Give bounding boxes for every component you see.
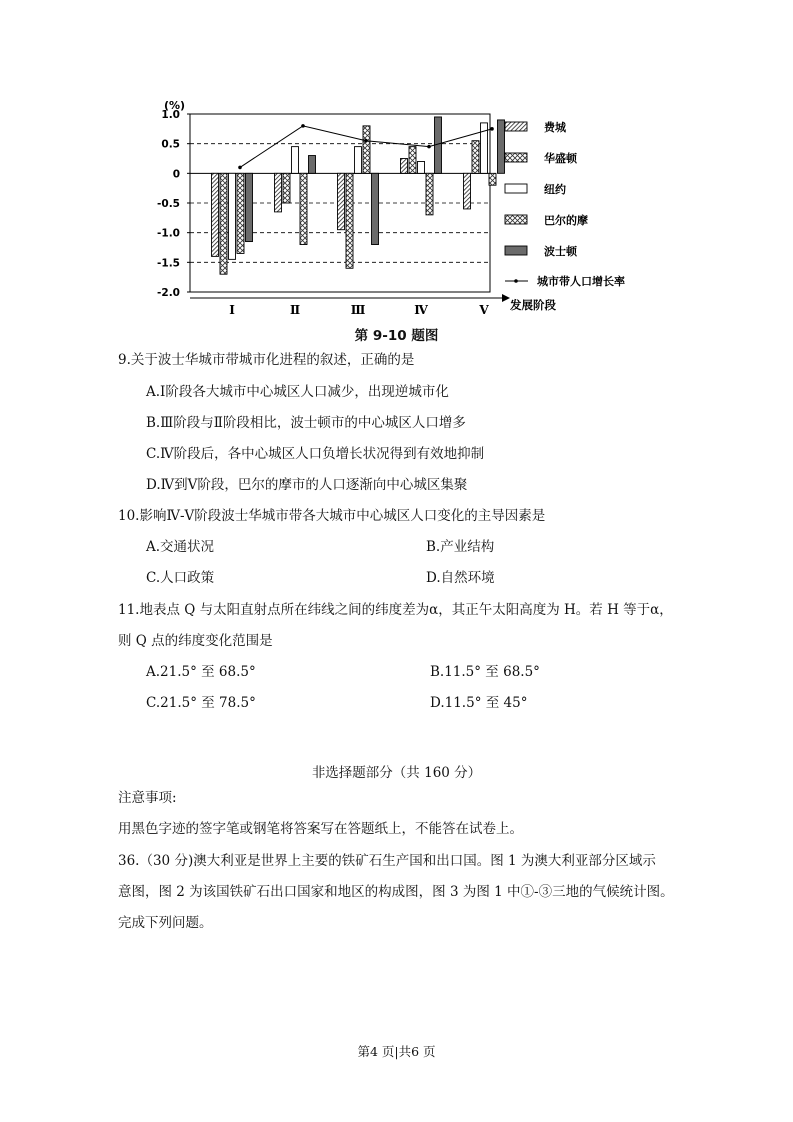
population-chart <box>150 88 660 320</box>
q11-stem-line2: 则 Q 点的纬度变化范围是 <box>118 633 273 649</box>
legend-swatch <box>505 215 527 224</box>
bar-巴尔的摩-Ⅴ <box>489 173 496 185</box>
q36-line1: 36.（30 分)澳大利亚是世界上主要的铁矿石生产国和出口国。图 1 为澳大利亚部分区域示 <box>118 853 656 869</box>
legend-swatch <box>505 184 527 193</box>
bar-波士顿-Ⅰ <box>246 173 253 241</box>
y-tick-label: -1.0 <box>157 227 180 240</box>
q11-stem-line1: 11.地表点 Q 与太阳直射点所在纬线之间的纬度差为α，其正午太阳高度为 H。若 H 等于α， <box>118 602 673 618</box>
notice-text: 用黑色字迹的签字笔或钢笔将答案写在答题纸上，不能答在试卷上。 <box>118 821 523 837</box>
y-unit-label: (%) <box>164 99 186 112</box>
legend-label: 波士顿 <box>544 245 577 258</box>
bar-费城-Ⅴ <box>464 173 471 209</box>
bar-费城-Ⅳ <box>401 159 408 174</box>
legend-label: 华盛顿 <box>544 152 577 165</box>
legend-label: 城市带人口增长率 <box>537 275 625 288</box>
bar-纽约-Ⅰ <box>229 173 236 259</box>
bar-华盛顿-Ⅲ <box>346 173 353 268</box>
x-tick-label: Ⅱ <box>289 303 301 317</box>
x-tick-label: Ⅲ <box>350 303 366 317</box>
q10-option-d: D.自然环境 <box>426 570 495 586</box>
bar-纽约-Ⅲ <box>355 147 362 174</box>
bar-华盛顿-Ⅴ <box>472 141 479 174</box>
bar-巴尔的摩-Ⅲ <box>363 126 370 173</box>
x-axis-arrow <box>502 294 510 302</box>
q11-option-d: D.11.5° 至 45° <box>430 695 528 711</box>
q9-stem: 9.关于波士华城市带城市化进程的叙述，正确的是 <box>118 352 415 368</box>
bar-巴尔的摩-Ⅱ <box>300 173 307 244</box>
section-title: 非选择题部分（共 160 分） <box>311 765 482 781</box>
q10-option-b: B.产业结构 <box>426 539 495 555</box>
bar-波士顿-Ⅲ <box>372 173 379 244</box>
bar-巴尔的摩-Ⅰ <box>237 173 244 253</box>
bar-费城-Ⅰ <box>212 173 219 256</box>
growth-rate-point-Ⅰ <box>238 166 242 170</box>
notice-title: 注意事项: <box>118 790 177 806</box>
q11-option-c: C.21.5° 至 78.5° <box>146 695 256 711</box>
chart-caption: 第 9-10 题图 <box>354 328 439 344</box>
bar-波士顿-Ⅱ <box>309 156 316 174</box>
q10-option-c: C.人口政策 <box>146 570 215 586</box>
y-tick-label: 1.0 <box>161 109 180 121</box>
y-tick-label: 0 <box>172 168 180 181</box>
q9-option-c: C.Ⅳ阶段后，各中心城区人口负增长状况得到有效地抑制 <box>146 446 485 462</box>
q10-stem: 10.影响Ⅳ-Ⅴ阶段波士华城市带各大城市中心城区人口变化的主导因素是 <box>118 508 546 524</box>
q9-option-b: B.Ⅲ阶段与Ⅱ阶段相比，波士顿市的中心城区人口增多 <box>146 415 466 431</box>
bar-费城-Ⅱ <box>275 173 282 212</box>
legend-label: 纽约 <box>544 183 566 196</box>
legend-swatch <box>505 122 527 131</box>
growth-rate-point-Ⅲ <box>364 139 368 143</box>
x-tick-label: Ⅰ <box>229 303 235 317</box>
q36-line2: 意图，图 2 为该国铁矿石出口国家和地区的构成图，图 3 为图 1 中①-③三地的气候统计图。 <box>118 884 674 900</box>
y-tick-label: -1.5 <box>157 257 180 270</box>
legend-label: 费城 <box>544 121 566 134</box>
bar-纽约-Ⅱ <box>292 147 299 174</box>
x-tick-label: Ⅴ <box>479 303 489 317</box>
legend-swatch <box>505 153 527 162</box>
growth-rate-point-Ⅱ <box>301 124 305 128</box>
bar-华盛顿-Ⅳ <box>409 147 416 174</box>
bar-费城-Ⅲ <box>338 173 345 229</box>
q11-option-a: A.21.5° 至 68.5° <box>146 664 256 680</box>
growth-rate-point-Ⅴ <box>490 127 494 131</box>
legend-label: 巴尔的摩 <box>544 214 588 227</box>
growth-rate-point-Ⅳ <box>427 145 431 149</box>
x-axis-title: 发展阶段 <box>510 298 556 312</box>
q9-option-a: A.Ⅰ阶段各大城市中心城区人口减少，出现逆城市化 <box>146 384 449 400</box>
legend-swatch <box>505 246 527 255</box>
bar-巴尔的摩-Ⅳ <box>426 173 433 215</box>
x-tick-label: Ⅳ <box>414 303 428 317</box>
y-tick-label: -2.0 <box>157 287 180 299</box>
y-tick-label: -0.5 <box>157 198 180 210</box>
bar-华盛顿-Ⅱ <box>283 173 290 203</box>
q9-option-d: D.Ⅳ到Ⅴ阶段，巴尔的摩市的人口逐渐向中心城区集聚 <box>146 477 468 493</box>
legend-line-dot <box>514 279 518 283</box>
q11-option-b: B.11.5° 至 68.5° <box>430 664 540 680</box>
bar-波士顿-Ⅴ <box>498 120 505 173</box>
y-tick-label: 0.5 <box>161 138 180 151</box>
page-footer: 第4 页|共6 页 <box>357 1044 436 1059</box>
q10-option-a: A.交通状况 <box>146 539 215 555</box>
q36-line3: 完成下列问题。 <box>118 915 213 931</box>
bar-华盛顿-Ⅰ <box>220 173 227 274</box>
bar-纽约-Ⅳ <box>418 161 425 173</box>
